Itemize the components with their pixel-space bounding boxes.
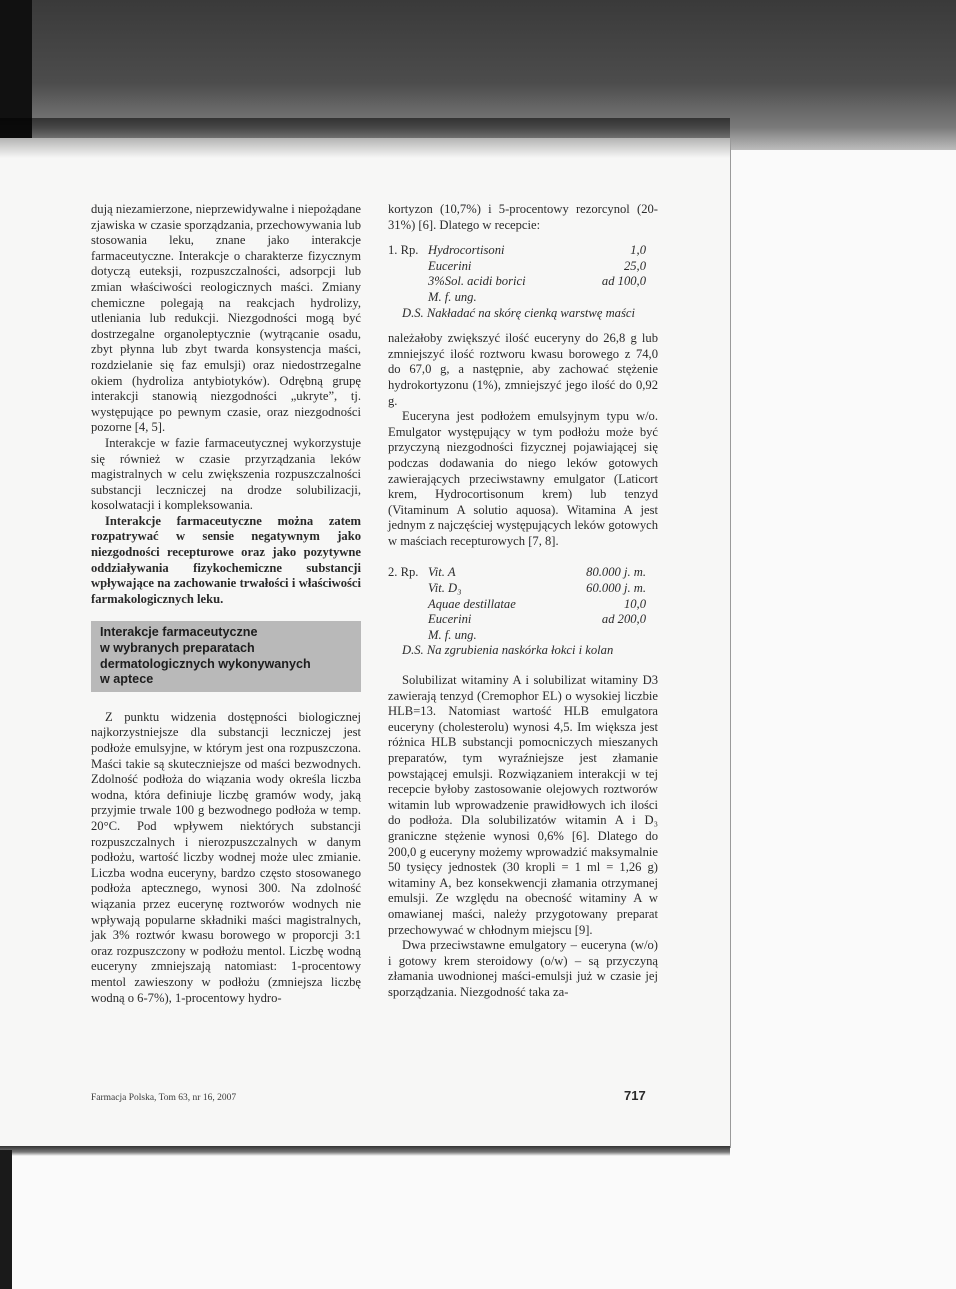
- paragraph: kortyzon (10,7%) i 5-procentowy rezorcynol (20-31%) [6]. Dlatego w recepcie:: [388, 202, 658, 232]
- prescription-row: [388, 259, 658, 275]
- ingredient-qty: ad 100,0: [601, 274, 646, 289]
- page-number: 717: [624, 1088, 646, 1103]
- paragraph: dują niezamierzone, nieprzewidywalne i niepożądane zjawiska w czasie sporządzania, przechowywania lub stosowania leku, znane jako interakcje farmaceutyczne. Interakcje o charakterze fizycznym dotyczą euteksji, rozpuszczalności, adsorpcji lub zmian właściwości reologicznych maści. Zmiany chemiczne polegają na reakcjach hydrolizy, utleniania lub redukcji. Niezgodności mogą być dostrzegalne organoleptycznie (wytrącanie osadu, zbyt płynna lub zbyt twarda konsystencja maści, rozdzielanie się faz emulsji) oraz niedostrzegalne okiem (hydroliza antybiotyków). Odrębną grupę interakcji stanowią niezgodności „ukryte”, tj. występujące po pewnym czasie, oraz niezgodności pozorne [4, 5].: [91, 202, 361, 435]
- ingredient-name: Eucerini: [428, 612, 472, 627]
- section-heading-line: Interakcje farmaceutyczne: [100, 625, 258, 640]
- ingredient-name: M. f. ung.: [428, 289, 477, 304]
- ingredient-qty: [546, 290, 646, 306]
- paragraph: Solubilizat witaminy A i solubilizat witaminy D3 zawierają tenzyd (Cremophor EL) o wysokiej liczbie HLB=13. Natomiast wartość HLB emulgatora euceryny (cholesterolu) wynosi 4,5. Im większa jest różnica HLB substancji pomocniczych mieszanych preparatów, tym wyraźniejsze jest złamanie powstającej emulsji. Rozwiązaniem interakcji w tej recepcie byłoby zastosowanie olejowych roztworów witamin lub wprowadzenie prawidłowych ich ilości do podłoża. Dla solubilizatów witamin A i D₃ graniczne stężenie wynosi 0,6% [6]. Dlatego do 200,0 g euceryny możemy wprowadzić maksymalnie 50 tysięcy jednostek (30 kropli = 1 ml = 1,26 g) witaminy A, bez konsekwencji złamania otrzymanej emulsji. Ze względu na obecność witaminy A w omawianej maści, należy przygotowany preparat przechowywać w chłodnym miejscu [9].: [388, 673, 658, 937]
- paragraph: Dwa przeciwstawne emulgatory – euceryna (w/o) i gotowy krem steroidowy (o/w) – są przyczyną złamania uwodnionej maści-emulsji już w czasie jej sporządzania. Niezgodność taka za-: [388, 938, 658, 999]
- page-bottom-edge: [0, 1146, 730, 1156]
- prescription-row: [388, 290, 658, 306]
- ingredient-name: M. f. ung.: [428, 627, 477, 642]
- ingredient-qty: 25,0: [623, 258, 646, 273]
- right-column: [388, 202, 658, 1001]
- ingredient-name: Vit. A: [428, 565, 456, 580]
- prescription-1: [388, 243, 658, 321]
- prescription-number: 2. Rp.: [388, 565, 419, 580]
- paragraph: należałoby zwiększyć ilość euceryny do 26,8 g lub zmniejszyć ilość roztworu kwasu borowego z 74,0 do 67,0 g, a następnie, aby zachować stężenie hydrokortyzonu (1%), zmniejszyć jego ilość do 0,92 g.: [388, 331, 658, 408]
- prescription-row: [388, 612, 658, 628]
- ingredient-name: 3%Sol. acidi borici: [428, 274, 526, 289]
- emphasis-paragraph: Interakcje farmaceutyczne można zatem rozpatrywać w sensie negatywnym jako niezgodności recepturowe oraz jako pozytywne oddziaływania fizykochemiczne substancji wpływające na zachowanie trwałości i właściwości farmakologicznych leku.: [91, 513, 361, 606]
- section-heading-line: w wybranych preparatach: [100, 641, 255, 656]
- paragraph: Euceryna jest podłożem emulsyjnym typu w/o. Emulgator występujący w tym podłożu może być przyczyną niezgodności fizycznej pojawiającej się podczas dodawania do niego leków gotowych zawierających przeciwstawny emulgator (Laticort krem, Hydrocortisonum krem) lub tenzyd (Vitaminum A solutio aquosa). Witamina A jest jednym z najczęściej występujących leków gotowych w maściach recepturowych [7, 8].: [388, 409, 658, 548]
- left-column: [91, 202, 361, 1006]
- paragraph: Z punktu widzenia dostępności biologicznej najkorzystniejsze dla substancji leczniczej jest podłoże emulsyjne, w którym jest ona rozpuszczona. Maści takie są skuteczniejsze od maści bezwodnych. Zdolność podłoża do wiązania wody określa liczba wodna, która definiuje liczbę gramów wody, jaką przyjmie trwale 100 g bezwodnego podłoża w temp. 20°C. Pod wpływem niektórych substancji rozpuszczalnych i nierozpuszczalnych w danym podłożu, wartość liczby wodnej może ulec zmianie. Liczba wodna euceryny, bardzo często stosowanego podłoża aptecznego, wynosi 300. Na zdolność wiązania przez eucerynę roztworów wodnych nie wpływają popularne składniki maści magistralnych, jak 3% roztwór kwasu borowego w proporcji 3:1 oraz rozpuszczony w podłożu mentol. Liczbę wodną euceryny zmniejszają natomiast: 1-procentowy mentol zawieszony w podłożu (zmniejsza liczbę wodną o 6-7%), 1-procentowy hydro-: [91, 709, 361, 1005]
- prescription-row: [388, 243, 658, 259]
- ingredient-name: Hydrocortisoni: [428, 243, 505, 258]
- prescription-row: [388, 565, 658, 581]
- prescription-row: [388, 597, 658, 613]
- ingredient-qty: ad 200,0: [601, 612, 646, 627]
- section-heading: [91, 621, 361, 691]
- prescription-row: [388, 581, 658, 597]
- ingredient-qty: 1,0: [630, 243, 646, 258]
- ingredient-name: Vit. D₃: [428, 581, 462, 596]
- prescription-number: 1. Rp.: [388, 243, 419, 258]
- section-heading-line: dermatologicznych wykonywanych: [100, 656, 311, 671]
- ingredient-name: Aquae destillatae: [428, 596, 516, 611]
- ingredient-qty: 60.000 j. m.: [586, 581, 646, 596]
- paragraph: Interakcje w fazie farmaceutycznej wykorzystuje się również w czasie przyrządzania leków magistralnych w celu zwiększenia rozpuszczalności substancji leczniczej na drodze solubilizacji, kosolwatacji i kompleksowania.: [91, 435, 361, 513]
- ingredient-qty: 80.000 j. m.: [586, 565, 646, 580]
- scan-edge-left-bottom: [0, 1150, 12, 1289]
- prescription-signature: D.S. Nakładać na skórę cienką warstwę maści: [402, 305, 635, 320]
- section-heading-line: w aptece: [100, 672, 154, 687]
- prescription-2: [388, 565, 658, 659]
- prescription-row: [388, 628, 658, 644]
- ingredient-qty: 10,0: [623, 596, 646, 611]
- journal-citation: Farmacja Polska, Tom 63, nr 16, 2007: [91, 1093, 237, 1103]
- page-top-shadow: [0, 118, 730, 158]
- prescription-row: [388, 274, 658, 290]
- prescription-signature: D.S. Na zgrubienia naskórka łokci i kolan: [402, 643, 614, 658]
- ingredient-qty: [546, 628, 646, 644]
- ingredient-name: Eucerini: [428, 258, 472, 273]
